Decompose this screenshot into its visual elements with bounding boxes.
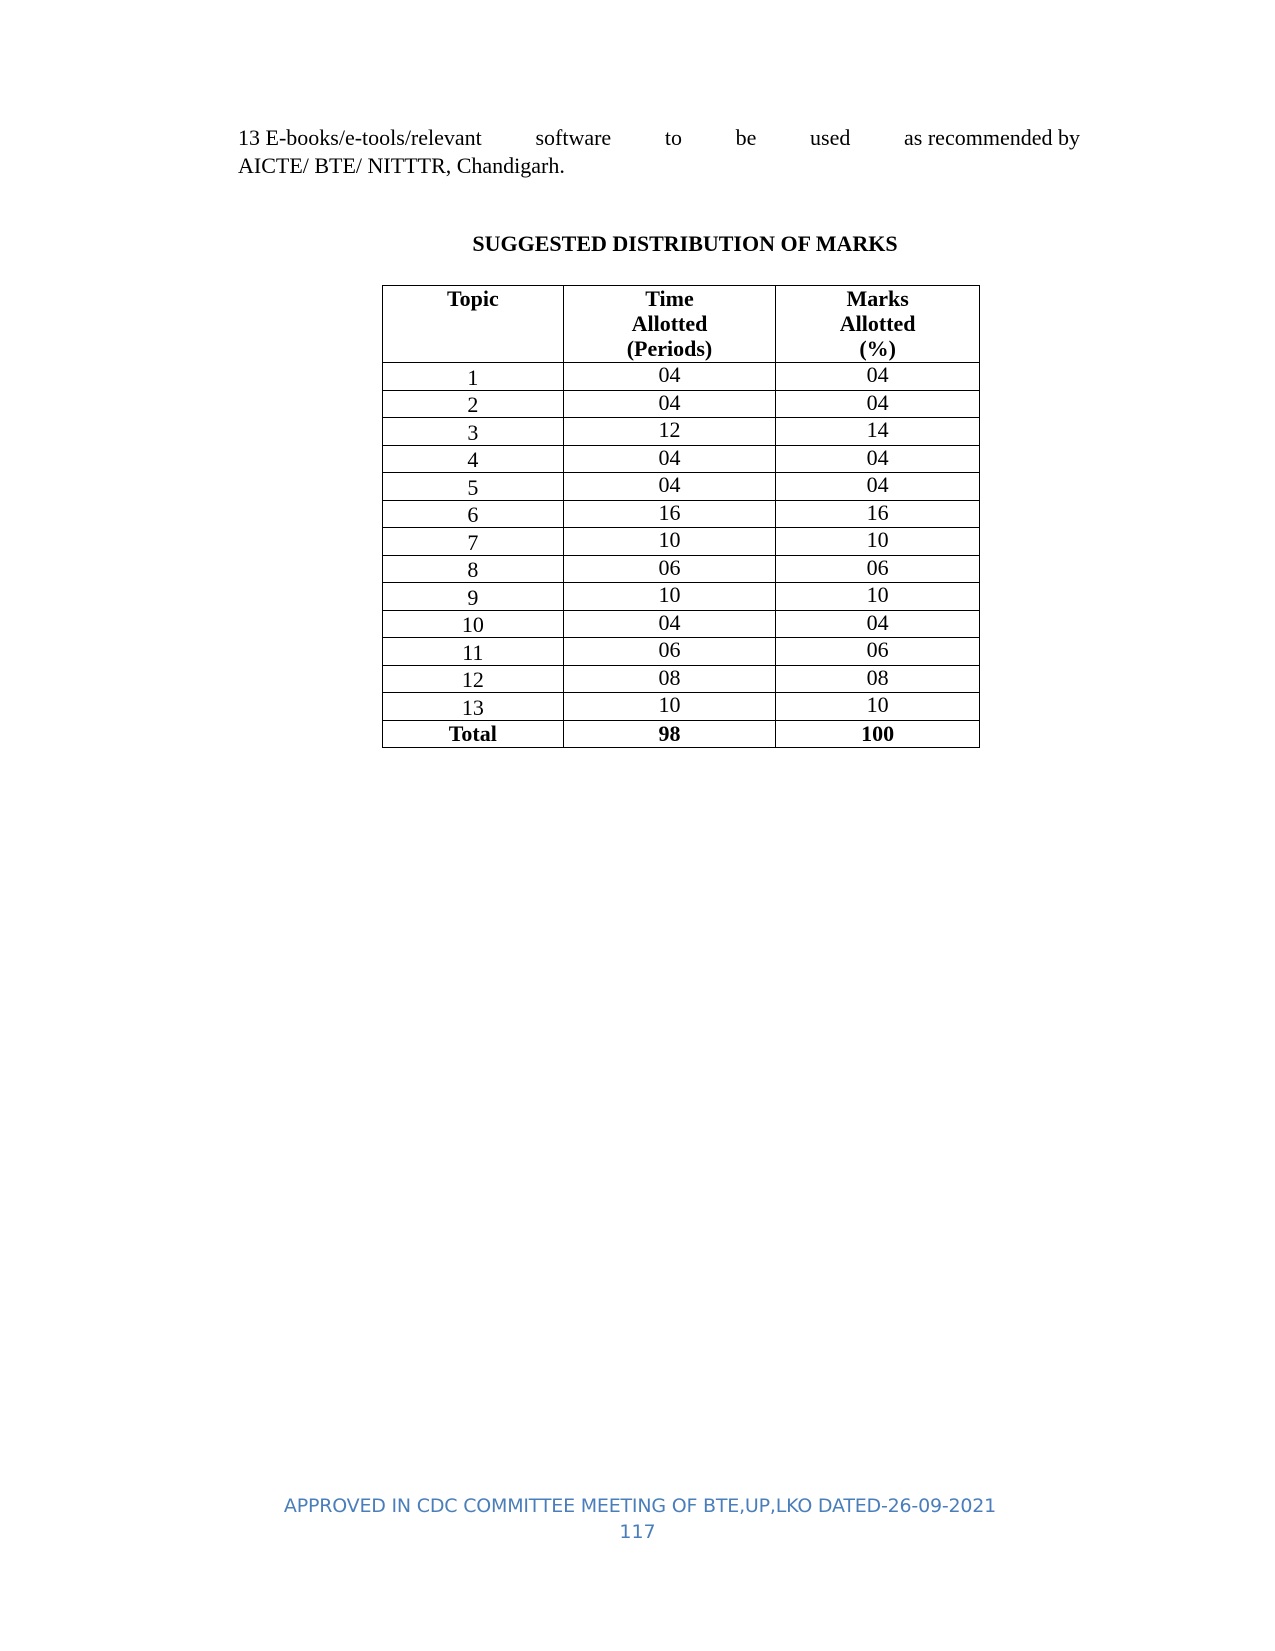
topic-cell: 4 <box>383 445 564 473</box>
intro-word: 13 E-books/e-tools/relevant <box>238 125 482 150</box>
table-header-row <box>383 286 980 363</box>
time-cell: 06 <box>563 638 776 666</box>
time-cell: 10 <box>563 693 776 721</box>
marks-cell: 10 <box>776 693 980 721</box>
table-row <box>383 610 980 638</box>
header-topic <box>383 286 564 363</box>
marks-cell: 08 <box>776 665 980 693</box>
topic-cell: 11 <box>383 638 564 666</box>
time-cell: 04 <box>563 473 776 501</box>
header-marks-allotted <box>776 286 980 363</box>
header-marks-line: Marks <box>846 286 909 311</box>
intro-word: be <box>735 125 757 150</box>
total-marks-cell: 100 <box>776 720 980 748</box>
topic-cell: 10 <box>383 610 564 638</box>
topic-cell: 8 <box>383 555 564 583</box>
header-time-allotted <box>563 286 776 363</box>
time-cell: 08 <box>563 665 776 693</box>
table-total-row <box>383 720 980 748</box>
time-cell: 12 <box>563 418 776 446</box>
table-row <box>383 363 980 391</box>
topic-cell: 5 <box>383 473 564 501</box>
page-number: 117 <box>619 1521 656 1543</box>
time-cell: 04 <box>563 390 776 418</box>
header-marks-line: Allotted <box>839 311 916 336</box>
table-row <box>383 583 980 611</box>
header-topic-label: Topic <box>446 286 499 311</box>
topic-cell: 6 <box>383 500 564 528</box>
marks-cell: 14 <box>776 418 980 446</box>
marks-cell: 06 <box>776 638 980 666</box>
header-marks-line: (%) <box>859 336 896 361</box>
intro-word: software <box>535 125 612 150</box>
marks-cell: 10 <box>776 528 980 556</box>
table-row <box>383 390 980 418</box>
table-row <box>383 473 980 501</box>
intro-word: used <box>810 125 851 150</box>
table-row <box>383 665 980 693</box>
header-time-line: Time <box>645 286 694 311</box>
topic-cell: 12 <box>383 665 564 693</box>
marks-cell: 16 <box>776 500 980 528</box>
topic-cell: 2 <box>383 390 564 418</box>
marks-cell: 04 <box>776 445 980 473</box>
time-cell: 04 <box>563 610 776 638</box>
intro-word: as recommended by <box>904 125 1080 150</box>
topic-cell: 3 <box>383 418 564 446</box>
time-cell: 04 <box>563 363 776 391</box>
table-row <box>383 693 980 721</box>
table-row <box>383 528 980 556</box>
marks-cell: 10 <box>776 583 980 611</box>
topic-cell: 1 <box>383 363 564 391</box>
section-heading: SUGGESTED DISTRIBUTION OF MARKS <box>472 231 898 256</box>
marks-cell: 04 <box>776 473 980 501</box>
time-cell: 06 <box>563 555 776 583</box>
marks-cell: 04 <box>776 363 980 391</box>
approval-note: APPROVED IN CDC COMMITTEE MEETING OF BTE,UP,LKO DATED-26-09-2021 <box>283 1495 997 1517</box>
header-time-line: (Periods) <box>626 336 713 361</box>
table-row <box>383 418 980 446</box>
time-cell: 10 <box>563 583 776 611</box>
intro-line-1 <box>238 124 1080 152</box>
intro-line-2: AICTE/ BTE/ NITTTR, Chandigarh. <box>238 153 565 178</box>
table-row <box>383 445 980 473</box>
time-cell: 04 <box>563 445 776 473</box>
marks-cell: 04 <box>776 610 980 638</box>
marks-cell: 04 <box>776 390 980 418</box>
topic-cell: 13 <box>383 693 564 721</box>
table-row <box>383 555 980 583</box>
time-cell: 10 <box>563 528 776 556</box>
marks-distribution-table <box>382 285 980 748</box>
header-time-line: Allotted <box>631 311 708 336</box>
intro-word: to <box>664 125 682 150</box>
total-label-cell: Total <box>383 720 564 748</box>
topic-cell: 7 <box>383 528 564 556</box>
page-footer <box>0 1493 1275 1545</box>
time-cell: 16 <box>563 500 776 528</box>
topic-cell: 9 <box>383 583 564 611</box>
table-row <box>383 500 980 528</box>
marks-cell: 06 <box>776 555 980 583</box>
table-row <box>383 638 980 666</box>
total-time-cell: 98 <box>563 720 776 748</box>
intro-paragraph <box>238 124 1080 180</box>
